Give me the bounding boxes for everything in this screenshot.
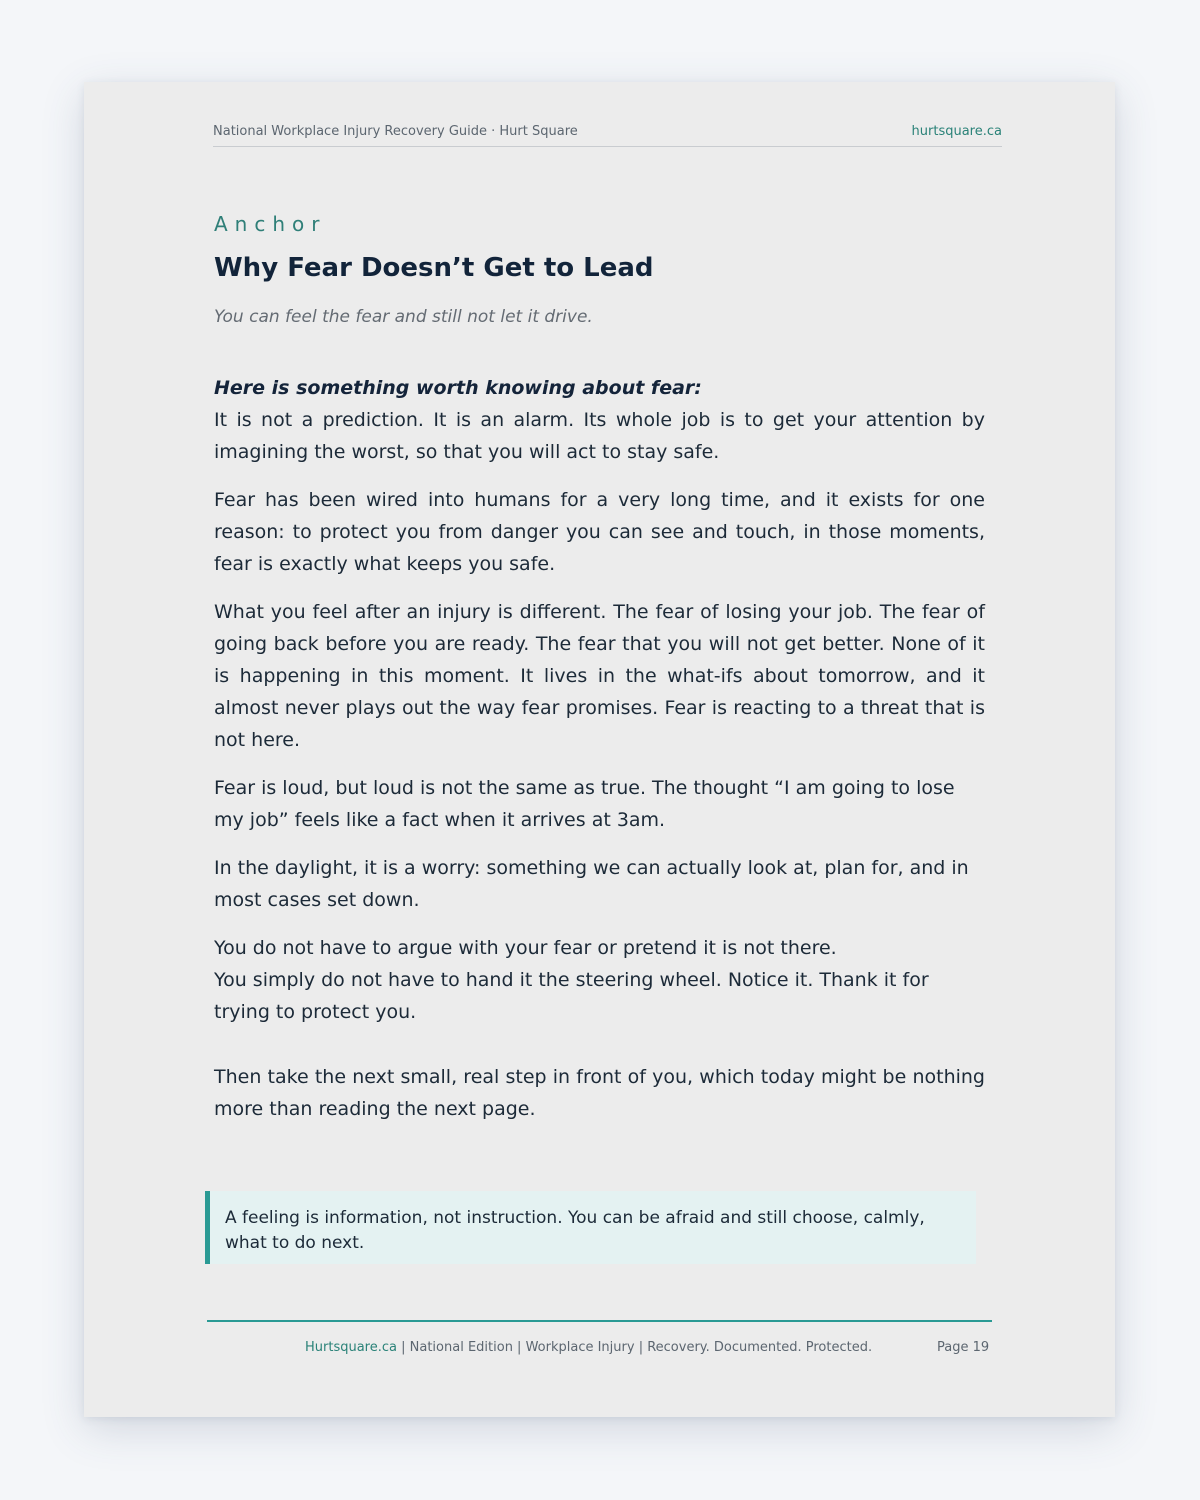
body-text <box>214 372 985 1141</box>
paragraph-1 <box>214 372 985 468</box>
footer-site-link[interactable]: Hurtsquare.ca <box>305 1340 397 1355</box>
footer-info <box>305 1340 872 1355</box>
document-page <box>84 82 1115 1417</box>
page-title: Why Fear Doesn’t Get to Lead <box>214 253 654 283</box>
paragraph-6-line-2: You simply do not have to hand it the steering wheel. Notice it. Thank it for trying to protect you. <box>214 969 929 1023</box>
paragraph-5: In the daylight, it is a worry: something we can actually look at, plan for, and in most cases set down. <box>214 857 969 911</box>
footer-divider <box>207 1320 992 1322</box>
running-header <box>213 122 1002 147</box>
header-guide-title: National Workplace Injury Recovery Guide · Hurt Square <box>213 124 578 139</box>
header-site-link[interactable]: hurtsquare.ca <box>911 124 1002 139</box>
paragraph-3: What you feel after an injury is different. The fear of losing your job. The fear of going back before you are ready. The fear that you will not get better. None of it is happening in this moment. It lives in the what-ifs about tomorrow, and it almost never plays out the way fear promises. Fear is reacting to a threat that is not here. <box>214 601 985 751</box>
section-eyebrow: Anchor <box>214 212 327 236</box>
footer-edition-text: | National Edition | Workplace Injury | Recovery. Documented. Protected. <box>397 1340 873 1355</box>
callout-box <box>205 1191 976 1264</box>
paragraph-6-line-1: You do not have to argue with your fear or pretend it is not there. <box>214 937 837 959</box>
paragraph-6 <box>214 932 985 1028</box>
paragraph-1-text: It is not a prediction. It is an alarm. Its whole job is to get your attention by imagining the worst, so that you will act to stay safe. <box>214 409 985 463</box>
lead-sentence: Here is something worth knowing about fear: <box>214 377 702 399</box>
paragraph-4: Fear is loud, but loud is not the same as true. The thought “I am going to lose my job” feels like a fact when it arrives at 3am. <box>214 777 955 831</box>
callout-text: A feeling is information, not instruction. You can be afraid and still choose, calmly, what to do next. <box>225 1208 925 1253</box>
page-subtitle: You can feel the fear and still not let it drive. <box>214 307 593 327</box>
page-number: Page 19 <box>937 1340 990 1355</box>
paragraph-7: Then take the next small, real step in front of you, which today might be nothing more than reading the next page. <box>214 1066 985 1120</box>
paragraph-2: Fear has been wired into humans for a very long time, and it exists for one reason: to protect you from danger you can see and touch, in those moments, fear is exactly what keeps you safe. <box>214 489 985 575</box>
